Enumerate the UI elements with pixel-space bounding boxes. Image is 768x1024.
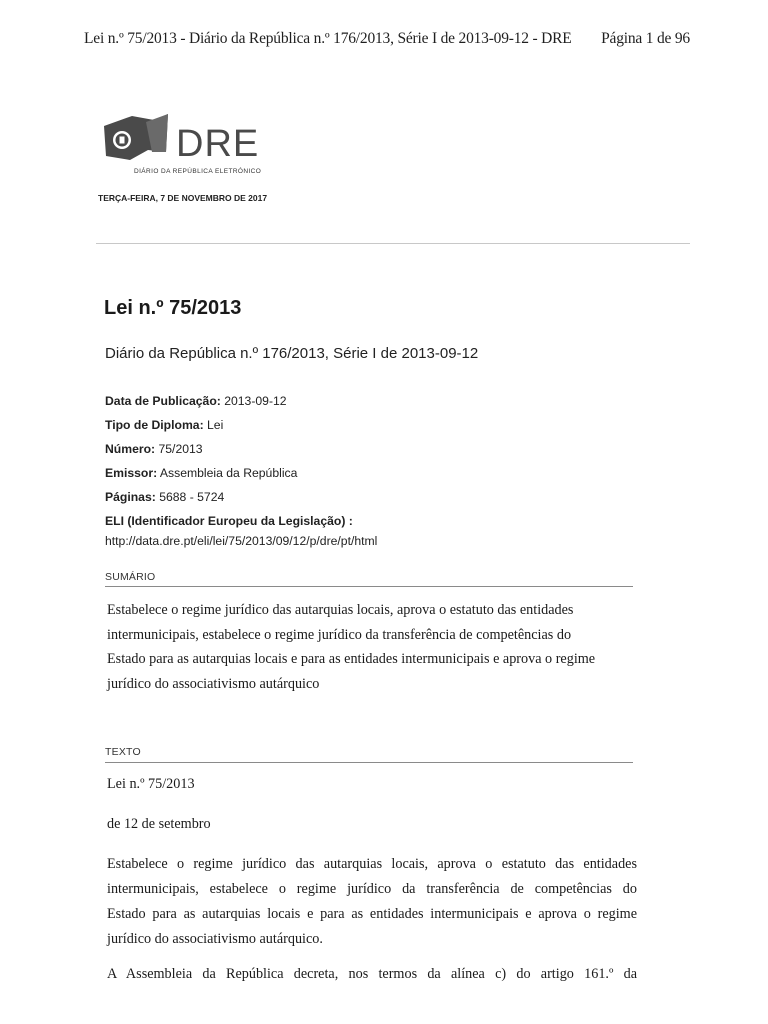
paragraph-line: Estado para as autarquias locais e para as entidades intermunicipais e aprova o regime xyxy=(107,906,637,922)
paragraph-line: Estabelece o regime jurídico das autarquias locais, aprova o estatuto das entidades xyxy=(107,856,637,872)
meta-label: Número: xyxy=(105,442,156,456)
decree-line xyxy=(107,962,637,987)
paragraph-line: A Assembleia da República decreta, nos termos da alínea c) do artigo 161.º da xyxy=(107,966,637,982)
logo-tagline: DIÁRIO DA REPÚBLICA ELETRÓNICO xyxy=(134,168,262,175)
law-number: Lei n.º 75/2013 xyxy=(107,776,195,792)
meta-publication-date xyxy=(105,389,377,413)
meta-issuer xyxy=(105,461,377,485)
issue-date: TERÇA-FEIRA, 7 DE NOVEMBRO DE 2017 xyxy=(98,193,268,203)
header-divider xyxy=(96,243,690,244)
meta-label: Data de Publicação: xyxy=(105,394,221,408)
meta-value: 5688 - 5724 xyxy=(159,490,225,504)
meta-label: Emissor: xyxy=(105,466,158,480)
document-metadata xyxy=(105,389,377,549)
summary-text xyxy=(107,598,637,696)
meta-pages xyxy=(105,485,377,509)
meta-diploma-type xyxy=(105,413,377,437)
print-header-page-number: Página 1 de 96 xyxy=(601,30,690,47)
meta-value: Assembleia da República xyxy=(159,466,298,480)
meta-label: Tipo de Diploma: xyxy=(105,418,204,432)
meta-eli-link[interactable]: http://data.dre.pt/eli/lei/75/2013/09/12/p/dre/pt/html xyxy=(105,534,378,548)
meta-eli-label: ELI (Identificador Europeu da Legislação) : xyxy=(105,514,353,528)
print-header-title: Lei n.º 75/2013 - Diário da República n.º 176/2013, Série I de 2013-09-12 - DRE xyxy=(84,30,572,47)
meta-value: 2013-09-12 xyxy=(224,394,287,408)
summary-line: Estabelece o regime jurídico das autarquias locais, aprova o estatuto das entidades xyxy=(107,602,574,618)
document-subtitle: Diário da República n.º 176/2013, Série I de 2013-09-12 xyxy=(105,345,479,362)
summary-line: intermunicipais, estabelece o regime jurídico da transferência de competências do xyxy=(107,626,572,643)
meta-value: 75/2013 xyxy=(158,442,203,456)
document-title: Lei n.º 75/2013 xyxy=(104,297,242,319)
summary-rule xyxy=(105,586,633,587)
law-intro-paragraph xyxy=(107,852,637,952)
summary-line: Estado para as autarquias locais e para as entidades intermunicipais e aprova o regime xyxy=(107,651,596,667)
meta-value: Lei xyxy=(207,418,224,432)
paragraph-line: jurídico do associativismo autárquico. xyxy=(107,931,323,947)
law-date: de 12 de setembro xyxy=(107,816,211,832)
meta-number xyxy=(105,437,377,461)
summary-line: jurídico do associativismo autárquico xyxy=(107,675,320,692)
paragraph-line: intermunicipais, estabelece o regime jurídico da transferência de competências do xyxy=(107,881,637,897)
logo-text: DRE xyxy=(176,123,260,165)
meta-label: Páginas: xyxy=(105,490,156,504)
text-rule xyxy=(105,762,633,763)
text-heading: TEXTO xyxy=(105,746,141,758)
summary-heading: SUMÁRIO xyxy=(105,571,156,583)
